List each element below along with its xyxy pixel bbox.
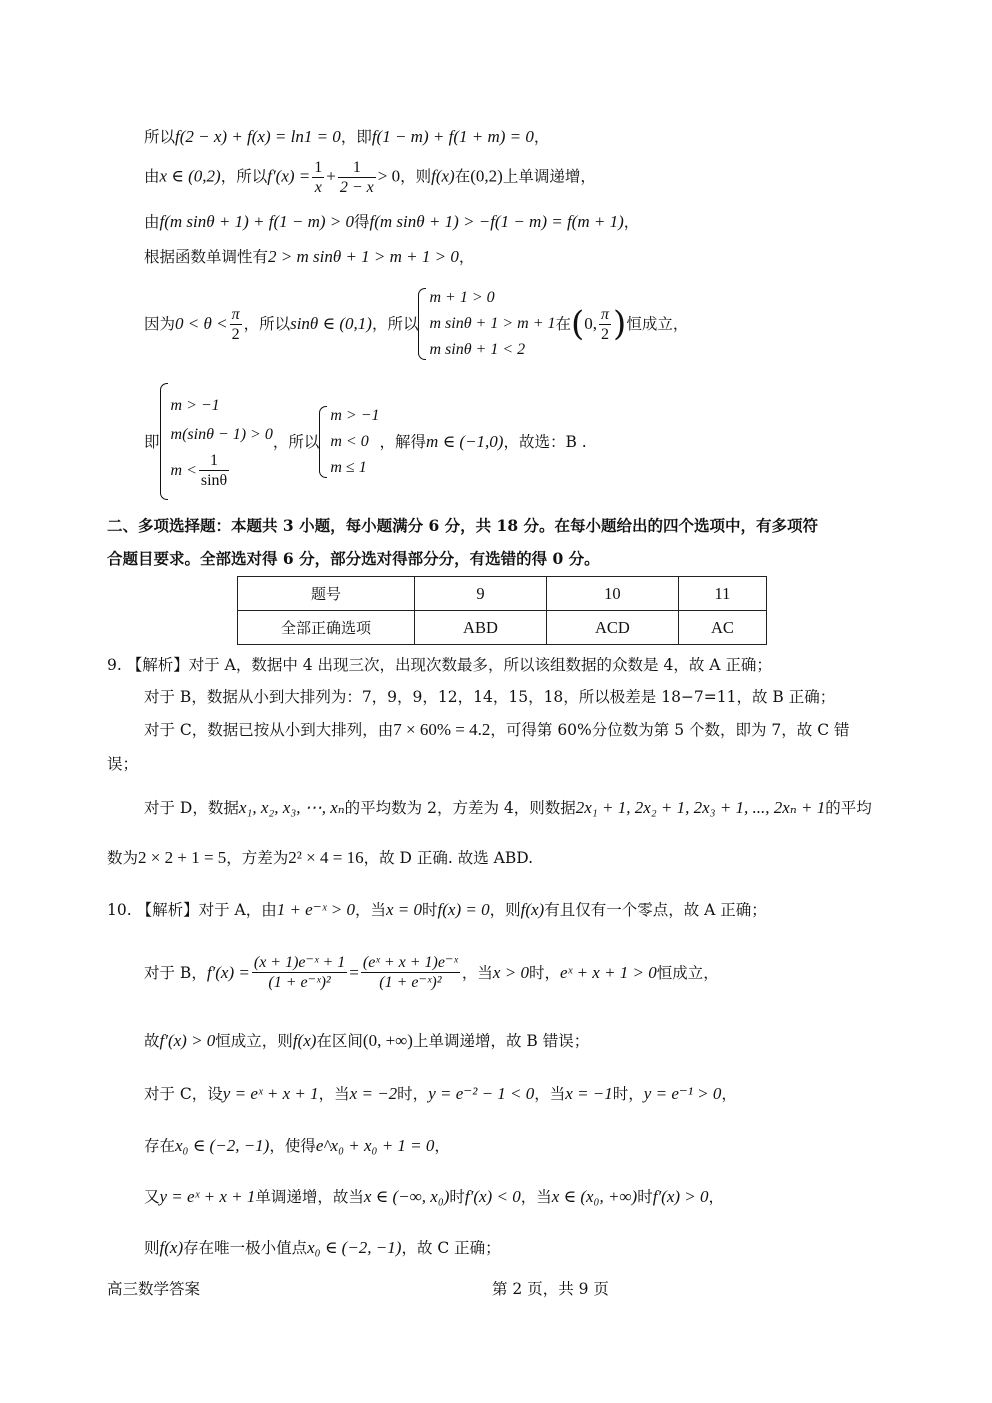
formula: y = e⁻¹ > 0 bbox=[643, 1084, 722, 1103]
table-row bbox=[238, 577, 767, 611]
formula: 1 + e⁻ˣ > 0 bbox=[276, 900, 355, 919]
formula: x ∈ (0,2) bbox=[159, 166, 221, 186]
text: ，当 bbox=[354, 901, 386, 919]
formula: x = 0 bbox=[385, 900, 423, 919]
formula: f(m sinθ + 1) > −f(1 − m) = f(m + 1) bbox=[369, 212, 624, 231]
formula: x = −2 bbox=[349, 1084, 398, 1103]
text: 时 bbox=[637, 1188, 653, 1206]
fraction: $\frac{\pi}{2}$ bbox=[601, 305, 610, 343]
text: 由 bbox=[144, 167, 160, 186]
text: 则 bbox=[144, 1239, 160, 1257]
text: 得 bbox=[354, 213, 370, 231]
text: 对于 C，数据已按从小到大排列，由 bbox=[144, 721, 394, 739]
text: 又 bbox=[144, 1188, 160, 1206]
table-cell: ACD bbox=[546, 611, 678, 645]
q10-line-2 bbox=[144, 953, 719, 992]
text: 故 bbox=[144, 1032, 160, 1050]
table-row bbox=[238, 611, 767, 645]
system-row: m sinθ + 1 > m + 1 bbox=[429, 315, 556, 332]
text: 时， bbox=[397, 1085, 429, 1103]
text: 上单调递增， bbox=[502, 167, 596, 186]
text: ，解得 bbox=[379, 432, 427, 451]
table-cell: AC bbox=[678, 611, 766, 645]
text: 存在 bbox=[144, 1137, 176, 1155]
q10-line-7 bbox=[144, 1237, 501, 1259]
q10-line-5 bbox=[144, 1135, 450, 1157]
formula: f(1 − m) + f(1 + m) = 0 bbox=[371, 127, 534, 146]
text: ，所以 bbox=[220, 167, 268, 186]
text: ，所以 bbox=[243, 315, 291, 333]
text: 时， bbox=[612, 1085, 644, 1103]
formula: x₁, x₂, x₃, ⋯, xₙ bbox=[238, 798, 345, 817]
q9-line-5 bbox=[144, 797, 872, 819]
text: 恒成立， bbox=[626, 315, 689, 333]
text: ，即 bbox=[340, 128, 372, 146]
table-cell: 11 bbox=[678, 577, 766, 611]
formula: 0, bbox=[584, 314, 598, 333]
system-row: m < bbox=[170, 461, 197, 479]
formula: f′(x) < 0 bbox=[464, 1187, 521, 1206]
text: ， bbox=[458, 248, 475, 266]
formula: f(m sinθ + 1) + f(1 − m) > 0 bbox=[159, 212, 354, 231]
formula: 2² × 4 = 16 bbox=[288, 848, 364, 867]
text: 对于 D，数据 bbox=[144, 799, 239, 817]
footer-page-number: 第 2 页，共 9 页 bbox=[492, 1280, 609, 1298]
sol-line-4 bbox=[144, 246, 474, 268]
q9-line-2: 对于 B，数据从小到大排列为：7，9，9，12，14，15，18，所以极差是 18−7=11，故 B 正确； bbox=[144, 688, 836, 706]
text: ， bbox=[708, 1188, 725, 1206]
formula: f(x) = 0 bbox=[437, 900, 490, 919]
formula: f(x) bbox=[431, 166, 455, 186]
formula: x₀ ∈ (−2, −1) bbox=[307, 1238, 402, 1257]
text: 恒成立，则 bbox=[215, 1032, 293, 1050]
section-title: 合题目要求。全部选对得 6 分，部分选对得部分分，有选错的得 0 分。 bbox=[107, 549, 600, 568]
formula: f′(x) > 0 bbox=[159, 1031, 216, 1050]
q10-line-3 bbox=[144, 1030, 589, 1052]
formula: 2 × 2 + 1 = 5 bbox=[138, 848, 227, 867]
formula: (0, +∞) bbox=[362, 1031, 413, 1050]
table-cell: ABD bbox=[415, 611, 547, 645]
text: ，则 bbox=[489, 901, 521, 919]
formula: y = eˣ + x + 1 bbox=[159, 1187, 256, 1206]
formula: x ∈ (−∞, x₀) bbox=[363, 1187, 450, 1206]
text: 单调递增，故当 bbox=[255, 1188, 364, 1206]
text: 10. 【解析】对于 A，由 bbox=[107, 901, 277, 919]
fraction: $\frac{\pi}{2}$ bbox=[231, 305, 240, 343]
q9-line-6 bbox=[107, 847, 533, 869]
formula: f(x) bbox=[292, 1031, 317, 1050]
formula: f′(x) = bbox=[206, 962, 250, 982]
text: 在区间 bbox=[316, 1032, 363, 1050]
table-cell: 10 bbox=[546, 577, 678, 611]
text: 因为 bbox=[144, 315, 176, 333]
text: ，当 bbox=[534, 1085, 566, 1103]
system-row: m > −1 bbox=[170, 397, 220, 414]
text: 对于 C，设 bbox=[144, 1085, 223, 1103]
text: ， bbox=[721, 1085, 737, 1103]
text: ，方差为 bbox=[226, 849, 289, 867]
formula: 2x₁ + 1, 2x₂ + 1, 2x₃ + 1, ..., 2xₙ + 1 bbox=[575, 798, 826, 817]
table-cell: 9 bbox=[415, 577, 547, 611]
text: ，所以 bbox=[371, 315, 419, 333]
text: ，当 bbox=[520, 1188, 552, 1206]
text: 根据函数单调性有 bbox=[144, 248, 269, 266]
text: ，所以 bbox=[272, 432, 320, 451]
formula: = bbox=[349, 962, 359, 982]
fraction: $\frac{\text{(eˣ + x + 1)e⁻ˣ}}{\text{(1 + e⁻ˣ)²}}$ bbox=[362, 954, 458, 991]
formula: > 0 bbox=[377, 166, 401, 186]
inequality-system bbox=[319, 403, 379, 481]
inequality-system bbox=[418, 285, 555, 363]
answer-table bbox=[237, 576, 767, 645]
text: 在 bbox=[454, 167, 471, 186]
table-cell: 题号 bbox=[238, 577, 415, 611]
text: 上单调递增，故 B 错误； bbox=[412, 1032, 590, 1050]
fraction: $\frac{1}{\sin\theta}$ bbox=[200, 452, 228, 489]
q9-line-4: 误； bbox=[107, 755, 139, 773]
text: 数为 bbox=[107, 849, 139, 867]
text: 即 bbox=[144, 432, 160, 451]
text: ，故 C 正确； bbox=[401, 1239, 501, 1257]
inequality-system bbox=[160, 383, 273, 500]
text: ，当 bbox=[461, 963, 493, 982]
q10-line-6 bbox=[144, 1186, 724, 1208]
formula: + bbox=[326, 166, 336, 186]
text: ， bbox=[434, 1137, 450, 1155]
section-title: 二、多项选择题：本题共 3 小题，每小题满分 6 分，共 18 分。在每小题给出的四个选项中，有多项符 bbox=[107, 516, 819, 535]
formula: f′(x) > 0 bbox=[652, 1187, 709, 1206]
text: ， bbox=[533, 128, 550, 146]
text: 由 bbox=[144, 213, 160, 231]
formula: x = −1 bbox=[565, 1084, 613, 1103]
text: ， bbox=[623, 213, 640, 231]
q9-line-3 bbox=[144, 719, 850, 741]
system-row: m < 0 bbox=[330, 432, 369, 450]
text: ，可得第 60%分位数为第 5 个数，即为 7，故 C 错 bbox=[490, 721, 850, 739]
formula: 7 × 60% = 4.2 bbox=[393, 720, 491, 739]
formula: x > 0 bbox=[492, 962, 529, 982]
text: 对于 B， bbox=[144, 963, 207, 982]
fraction: $\frac{\text{(x + 1)e⁻ˣ + 1}}{\text{(1 + e⁻ˣ)²}}$ bbox=[253, 954, 346, 991]
sol-line-5: 因为 0 < θ < $\frac{\pi}{2}$ ，所以 sinθ ∈ (0,1) ，所以 m + 1 > 0 m sinθ + 1 > m + 1 m sinθ + 1 < 2 在 ( 0, $\frac{\pi}{2}$ ) 恒成立， bbox=[144, 285, 688, 363]
text: ，当 bbox=[318, 1085, 350, 1103]
formula: f(2 − x) + f(x) = ln1 = 0 bbox=[175, 127, 341, 146]
text: ，使得 bbox=[269, 1137, 316, 1155]
formula: sinθ ∈ (0,1) bbox=[290, 314, 372, 333]
text: 的平均 bbox=[825, 799, 872, 817]
text: 时， bbox=[528, 963, 560, 982]
formula: y = eˣ + x + 1 bbox=[222, 1084, 319, 1103]
text: 有且仅有一个零点，故 A 正确； bbox=[544, 901, 767, 919]
formula: y = e⁻² − 1 < 0 bbox=[428, 1084, 535, 1103]
text: 时 bbox=[449, 1188, 465, 1206]
text: ，则 bbox=[400, 167, 432, 186]
formula: f(x) bbox=[520, 900, 545, 919]
text: ，故 D 正确. 故选 ABD. bbox=[363, 849, 534, 867]
text: 在 bbox=[555, 315, 572, 333]
formula: (0,2) bbox=[470, 166, 503, 186]
formula: x ∈ (x₀, +∞) bbox=[551, 1187, 638, 1206]
system-row: m(sinθ − 1) > 0 bbox=[170, 426, 273, 443]
text: 的平均数为 2，方差为 4，则数据 bbox=[344, 799, 576, 817]
formula: e^x₀ + x₀ + 1 = 0 bbox=[315, 1136, 435, 1155]
text: 时 bbox=[422, 901, 438, 919]
text: 存在唯一极小值点 bbox=[183, 1239, 308, 1257]
q9-line-1: 9. 【解析】对于 A，数据中 4 出现三次，出现次数最多，所以该组数据的众数是 4，故 A 正确； bbox=[107, 656, 772, 674]
system-row: m sinθ + 1 < 2 bbox=[429, 341, 526, 358]
q10-line-1 bbox=[107, 899, 767, 921]
sol-line-3 bbox=[144, 211, 639, 233]
system-row: m ≤ 1 bbox=[330, 458, 367, 476]
text: 所以 bbox=[144, 128, 176, 146]
system-row: m > −1 bbox=[330, 406, 380, 424]
sol-line-1 bbox=[144, 126, 549, 148]
formula: m ∈ (−1,0) bbox=[426, 431, 504, 451]
fraction: $\frac{1}{x}$ bbox=[314, 159, 323, 196]
sol-line-6 bbox=[144, 383, 587, 500]
system-row: m + 1 > 0 bbox=[429, 289, 495, 306]
formula: eˣ + x + 1 > 0 bbox=[559, 962, 657, 982]
formula: x₀ ∈ (−2, −1) bbox=[175, 1136, 270, 1155]
formula: f′(x) = bbox=[267, 166, 311, 186]
formula: f(x) bbox=[159, 1238, 184, 1257]
formula: 0 < θ < bbox=[175, 314, 228, 333]
text: ，故选：B . bbox=[503, 432, 587, 451]
footer-left: 高三数学答案 bbox=[107, 1280, 201, 1298]
fraction: $\frac{1}{2 - x}$ bbox=[339, 159, 374, 196]
table-cell: 全部正确选项 bbox=[238, 611, 415, 645]
sol-line-2 bbox=[144, 158, 596, 197]
text: 恒成立， bbox=[656, 963, 719, 982]
formula: 2 > m sinθ + 1 > m + 1 > 0 bbox=[268, 247, 459, 266]
q10-line-4 bbox=[144, 1083, 737, 1105]
